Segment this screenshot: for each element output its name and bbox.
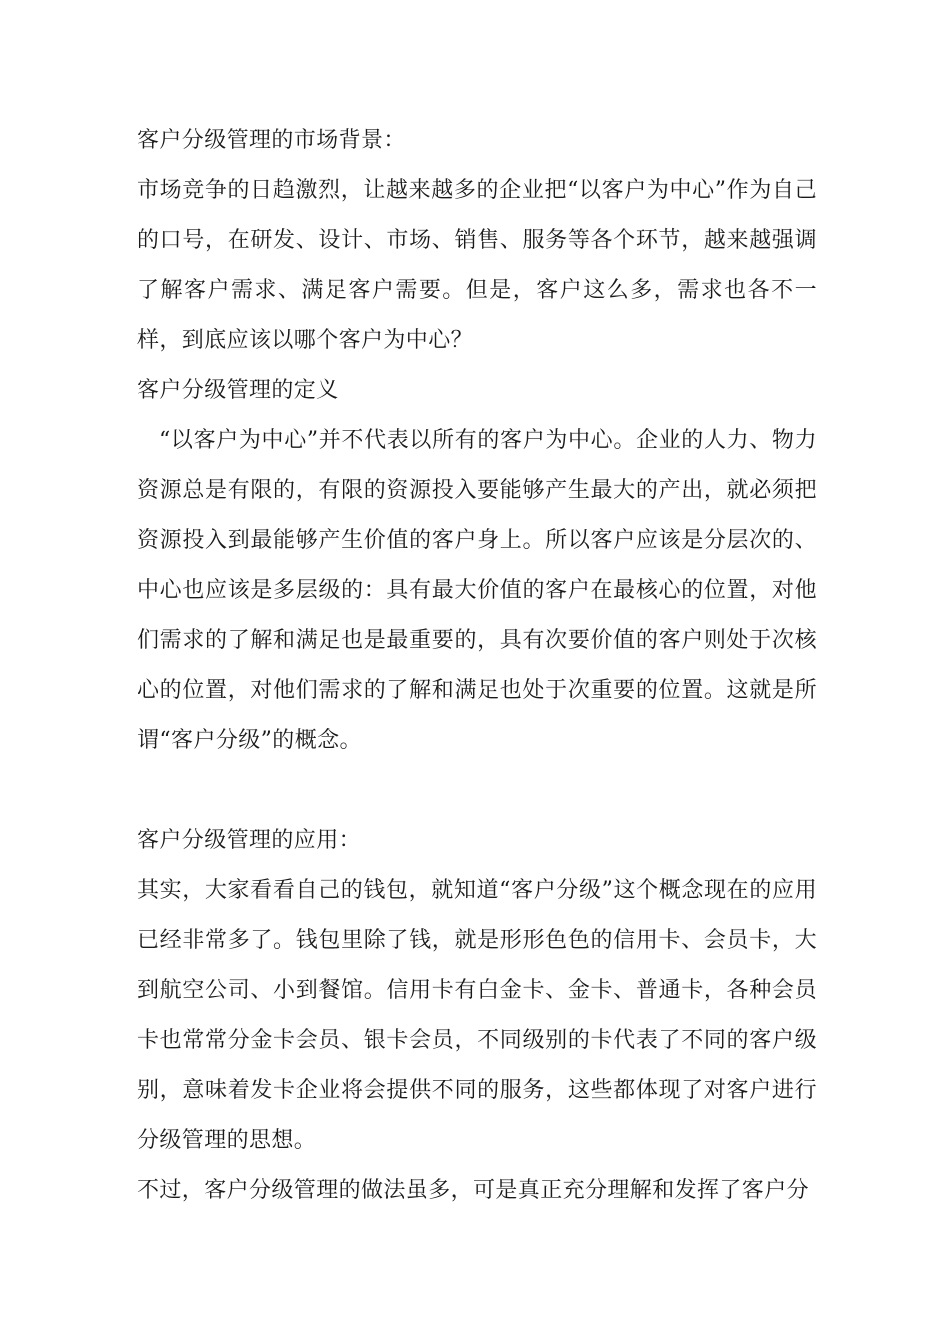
heading-market-background: 客户分级管理的市场背景：: [137, 128, 406, 153]
heading-definition: 客户分级管理的定义: [137, 378, 339, 403]
paragraph-however: 不过，客户分级管理的做法虽多，可是真正充分理解和发挥了客户分: [137, 1178, 810, 1203]
heading-application: 客户分级管理的应用：: [137, 828, 362, 853]
paragraph-market-background: 市场竞争的日趋激烈，让越来越多的企业把“以客户为中心”作为自己的口号，在研发、设计、市场、销售、服务等各个环节，越来越强调了解客户需求、满足客户需要。但是，客户这么多，需求也各不一样，到底应该以哪个客户为中心？: [137, 178, 817, 353]
document-body: [137, 116, 817, 1216]
blank-line: [137, 766, 817, 816]
paragraph-definition: “以客户为中心”并不代表以所有的客户为中心。企业的人力、物力资源总是有限的，有限的资源投入要能够产生最大的产出，就必须把资源投入到最能够产生价值的客户身上。所以客户应该是分层次的、中心也应该是多层级的：具有最大价值的客户在最核心的位置，对他们需求的了解和满足也是最重要的，具有次要价值的客户则处于次核心的位置，对他们需求的了解和满足也处于次重要的位置。这就是所谓“客户分级”的概念。: [137, 428, 817, 753]
paragraph-application: 其实，大家看看自己的钱包，就知道“客户分级”这个概念现在的应用已经非常多了。钱包里除了钱，就是形形色色的信用卡、会员卡，大到航空公司、小到餐馆。信用卡有白金卡、金卡、普通卡，各种会员卡也常常分金卡会员、银卡会员，不同级别的卡代表了不同的客户级别，意味着发卡企业将会提供不同的服务，这些都体现了对客户进行分级管理的思想。: [137, 878, 817, 1153]
